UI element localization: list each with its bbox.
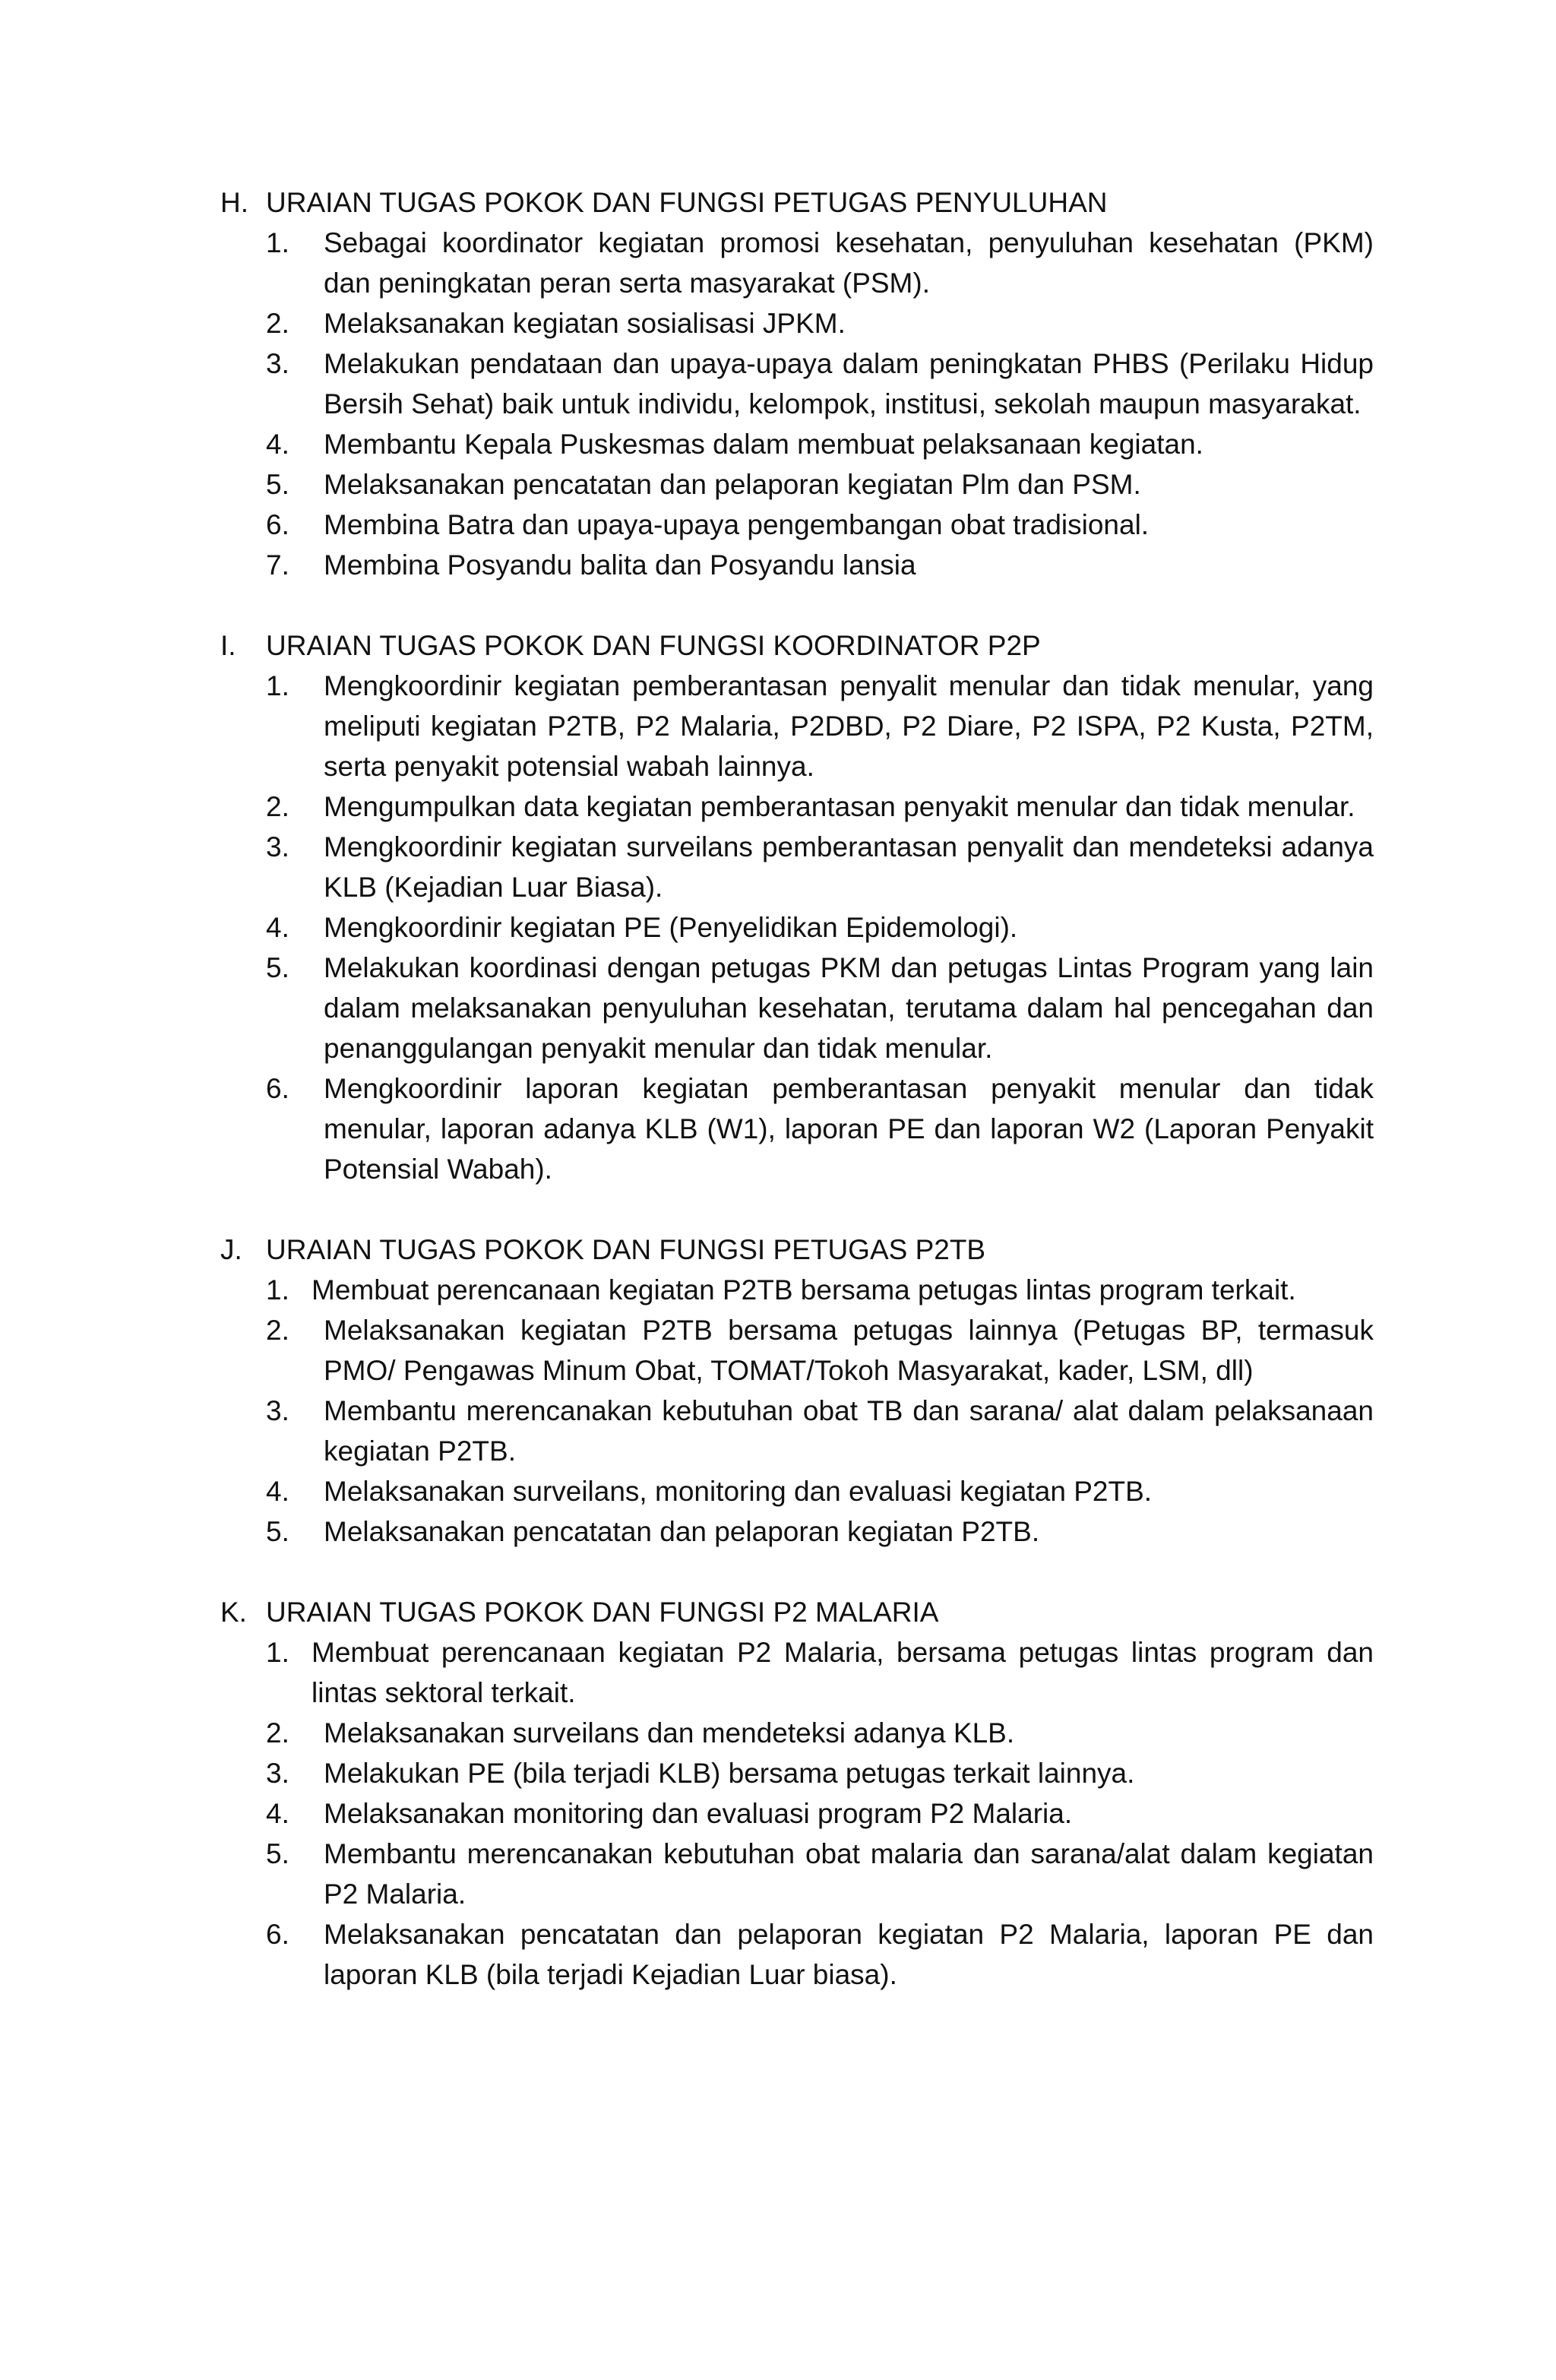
list-item-number: 5. bbox=[266, 1516, 289, 1547]
list-item-number: 3. bbox=[266, 1395, 289, 1426]
list-item-text: Melaksanakan kegiatan sosialisasi JPKM. bbox=[324, 308, 846, 339]
list-item-text: Membantu Kepala Puskesmas dalam membuat pelaksanaan kegiatan. bbox=[324, 429, 1203, 460]
list-item-number: 5. bbox=[266, 469, 289, 500]
list-item bbox=[220, 1753, 1374, 1793]
list-item bbox=[220, 343, 1374, 424]
list-item-text: Mengkoordinir kegiatan surveilans pemberantasan penyalit dan mendeteksi adanya KLB (Kejadian Luar Biasa). bbox=[324, 831, 1374, 903]
list-item-text: Membuat perencanaan kegiatan P2 Malaria, bersama petugas lintas program dan lintas sektoral terkait. bbox=[312, 1637, 1374, 1708]
list-item-text: Mengkoordinir laporan kegiatan pemberantasan penyakit menular dan tidak menular, laporan adanya KLB (W1), laporan PE dan laporan W2 (Laporan Penyakit Potensial Wabah). bbox=[324, 1073, 1374, 1185]
list-item-number: 6. bbox=[266, 1073, 289, 1104]
list-item-number: 7. bbox=[266, 549, 289, 581]
list-item-text: Melaksanakan pencatatan dan pelaporan kegiatan P2TB. bbox=[324, 1516, 1040, 1547]
list-item-number: 6. bbox=[266, 509, 289, 540]
list-item-number: 1. bbox=[266, 1637, 289, 1668]
list-item bbox=[220, 1270, 1374, 1310]
list-item bbox=[220, 464, 1374, 505]
section-title: URAIAN TUGAS POKOK DAN FUNGSI KOORDINATOR P2P bbox=[266, 630, 1041, 661]
list-item bbox=[220, 1068, 1374, 1189]
section-h bbox=[220, 182, 1374, 585]
list-item bbox=[220, 666, 1374, 786]
list-item-text: Melakukan pendataan dan upaya-upaya dalam peningkatan PHBS (Perilaku Hidup Bersih Sehat) baik untuk individu, kelompok, institusi, sekolah maupun masyarakat. bbox=[324, 348, 1374, 419]
section-heading bbox=[220, 1230, 1374, 1270]
list-item-number: 6. bbox=[266, 1919, 289, 1950]
list-item-number: 2. bbox=[266, 1315, 289, 1346]
list-item bbox=[220, 424, 1374, 464]
list-item bbox=[220, 545, 1374, 585]
list-item bbox=[220, 1632, 1374, 1713]
list-item bbox=[220, 1793, 1374, 1834]
list-item-text: Melaksanakan surveilans, monitoring dan evaluasi kegiatan P2TB. bbox=[324, 1476, 1153, 1507]
document-body bbox=[220, 182, 1374, 2035]
list-item-text: Melakukan koordinasi dengan petugas PKM dan petugas Lintas Program yang lain dalam melaksanakan penyuluhan kesehatan, terutama dalam hal pencegahan dan penanggulangan penyakit menular dan tidak menular. bbox=[324, 952, 1374, 1064]
list-item bbox=[220, 948, 1374, 1068]
section-heading bbox=[220, 182, 1374, 223]
section-letter: J. bbox=[220, 1234, 242, 1265]
list-item-text: Melaksanakan monitoring dan evaluasi program P2 Malaria. bbox=[324, 1798, 1073, 1829]
section-letter: I. bbox=[220, 630, 236, 661]
list-item-text: Mengkoordinir kegiatan pemberantasan penyalit menular dan tidak menular, yang meliputi kegiatan P2TB, P2 Malaria, P2DBD, P2 Diare, P2 ISPA, P2 Kusta, P2TM, serta penyakit potensial wabah lainnya. bbox=[324, 670, 1374, 782]
section-title: URAIAN TUGAS POKOK DAN FUNGSI P2 MALARIA bbox=[266, 1597, 939, 1628]
section-heading bbox=[220, 625, 1374, 666]
list-item bbox=[220, 223, 1374, 303]
section-k bbox=[220, 1592, 1374, 1995]
section-j bbox=[220, 1230, 1374, 1552]
list-item-text: Melaksanakan pencatatan dan pelaporan kegiatan P2 Malaria, laporan PE dan laporan KLB (bila terjadi Kejadian Luar biasa). bbox=[324, 1919, 1374, 1990]
section-title: URAIAN TUGAS POKOK DAN FUNGSI PETUGAS PENYULUHAN bbox=[266, 187, 1108, 218]
section-heading bbox=[220, 1592, 1374, 1632]
list-item-text: Melaksanakan pencatatan dan pelaporan kegiatan Plm dan PSM. bbox=[324, 469, 1141, 500]
list-item bbox=[220, 1834, 1374, 1914]
list-item bbox=[220, 786, 1374, 827]
list-item-number: 4. bbox=[266, 1476, 289, 1507]
list-item bbox=[220, 827, 1374, 907]
list-item bbox=[220, 303, 1374, 343]
section-title: URAIAN TUGAS POKOK DAN FUNGSI PETUGAS P2TB bbox=[266, 1234, 986, 1265]
list-item-number: 4. bbox=[266, 429, 289, 460]
list-item-number: 1. bbox=[266, 670, 289, 701]
list-item bbox=[220, 907, 1374, 948]
list-item-number: 3. bbox=[266, 1758, 289, 1789]
list-item-text: Mengkoordinir kegiatan PE (Penyelidikan Epidemologi). bbox=[324, 912, 1018, 943]
section-letter: H. bbox=[220, 187, 248, 218]
list-item-number: 2. bbox=[266, 1717, 289, 1749]
list-item-text: Melakukan PE (bila terjadi KLB) bersama petugas terkait lainnya. bbox=[324, 1758, 1135, 1789]
list-item-number: 4. bbox=[266, 1798, 289, 1829]
section-letter: K. bbox=[220, 1597, 247, 1628]
list-item-text: Membuat perencanaan kegiatan P2TB bersama petugas lintas program terkait. bbox=[312, 1274, 1296, 1306]
list-item-text: Membina Batra dan upaya-upaya pengembangan obat tradisional. bbox=[324, 509, 1150, 540]
list-item bbox=[220, 1391, 1374, 1471]
list-item-number: 1. bbox=[266, 227, 289, 258]
list-item-number: 2. bbox=[266, 791, 289, 822]
list-item-number: 3. bbox=[266, 348, 289, 379]
list-item-number: 3. bbox=[266, 831, 289, 862]
list-item bbox=[220, 1914, 1374, 1995]
list-item-text: Melaksanakan surveilans dan mendeteksi adanya KLB. bbox=[324, 1717, 1015, 1749]
list-item bbox=[220, 1310, 1374, 1391]
list-item bbox=[220, 1471, 1374, 1511]
list-item bbox=[220, 1713, 1374, 1753]
list-item-text: Membina Posyandu balita dan Posyandu lansia bbox=[324, 549, 916, 581]
list-item-number: 2. bbox=[266, 308, 289, 339]
section-i bbox=[220, 625, 1374, 1189]
list-item-number: 1. bbox=[266, 1274, 289, 1306]
list-item-number: 5. bbox=[266, 1838, 289, 1869]
list-item-text: Melaksanakan kegiatan P2TB bersama petugas lainnya (Petugas BP, termasuk PMO/ Pengawas Minum Obat, TOMAT/Tokoh Masyarakat, kader, LSM, dll) bbox=[324, 1315, 1374, 1386]
list-item bbox=[220, 505, 1374, 545]
list-item-text: Sebagai koordinator kegiatan promosi kesehatan, penyuluhan kesehatan (PKM) dan peningkatan peran serta masyarakat (PSM). bbox=[324, 227, 1374, 299]
list-item-text: Membantu merencanakan kebutuhan obat malaria dan sarana/alat dalam kegiatan P2 Malaria. bbox=[324, 1838, 1374, 1910]
list-item-text: Membantu merencanakan kebutuhan obat TB dan sarana/ alat dalam pelaksanaan kegiatan P2TB. bbox=[324, 1395, 1374, 1467]
list-item-text: Mengumpulkan data kegiatan pemberantasan penyakit menular dan tidak menular. bbox=[324, 791, 1355, 822]
list-item-number: 4. bbox=[266, 912, 289, 943]
list-item bbox=[220, 1511, 1374, 1552]
list-item-number: 5. bbox=[266, 952, 289, 983]
